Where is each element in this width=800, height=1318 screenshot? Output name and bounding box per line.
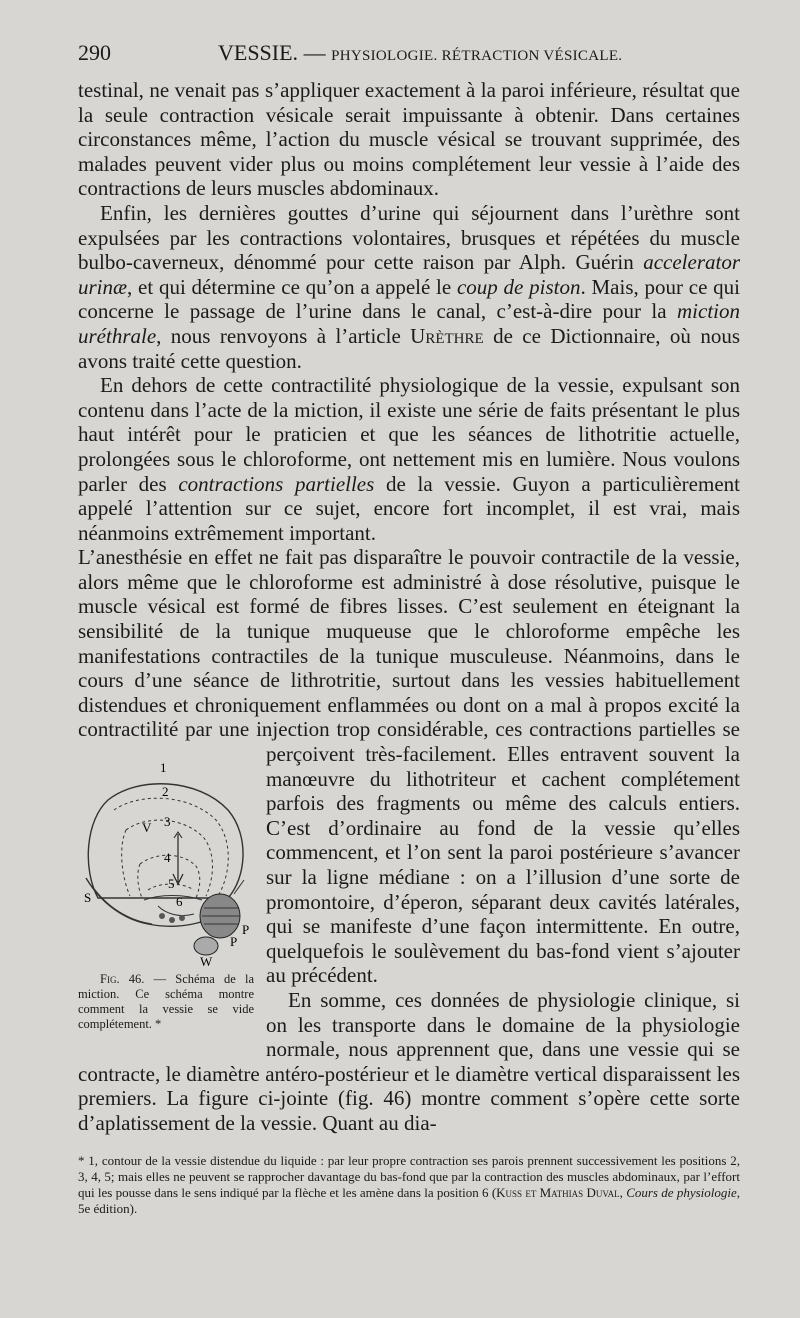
body-text [78, 78, 740, 1136]
figure-46 [78, 748, 254, 1048]
p2-text-c: . Mais, pour ce qui concerne le passage de l’urine dans le canal, c’est-à-dire pour la [78, 274, 740, 324]
label-v: V [142, 820, 152, 836]
label-2: 2 [162, 784, 169, 800]
figure-caption [78, 972, 254, 1032]
label-s: S [84, 890, 92, 906]
paragraph-4 [78, 545, 740, 1032]
p2-italic-coup-de-piston: coup de piston [456, 274, 581, 299]
footnote-sep: , [619, 1185, 627, 1200]
p2-smallcaps-urethre: Urèthre [410, 323, 484, 348]
contour-1 [88, 784, 243, 898]
label-6: 6 [176, 894, 183, 910]
header-section: PHYSIOLOGIE. RÉTRACTION VÉSICALE. [331, 48, 623, 64]
running-header [78, 40, 740, 70]
bladder-diagram [78, 748, 254, 968]
p2-italic-accelerator: accelerator urinæ [78, 250, 740, 299]
label-3: 3 [164, 814, 171, 830]
footnote-authors: Kuss et Mathias Duval [496, 1185, 620, 1200]
p2-text-e: de ce Dictionnaire, où nous avons traité cette question. [78, 323, 741, 373]
label-4: 4 [164, 850, 171, 866]
paragraph-2 [78, 201, 740, 373]
p2-text-b: , et qui détermine ce qu’on a appelé le [127, 274, 457, 299]
p2-text-a: Enfin, les dernières gouttes d’urine qui séjournent dans l’urèthre sont expulsées par les contractions volontaires, brusques et répétées du muscle bulbo-caverneux, dénommé pour cette raison par Alph. Guérin [78, 200, 740, 275]
footnote-text-a: , contour de la vessie distendue du liquide : par leur propre contraction ses parois prennent successivement les positions 2, 3, 4, 5; mais elles ne peuvent se rapprocher davantage du bas-fond que par la contraction des muscles abdominaux, par l’effort qui les pousse dans le sens indiqué par la flèche et les amène dans la position 6 ( [78, 1153, 740, 1200]
label-5: 5 [168, 876, 175, 892]
footnote-marker: * 1 [78, 1153, 95, 1168]
footnote [78, 1153, 740, 1217]
running-title [218, 40, 622, 66]
p4-text-tail: vent la manœuvre du lithotriteur et cachent complétement parfois des fragments ou même des calculs entiers. C’est d’ordinaire au fond de la vessie qu’elles commencent, et l’on sent la paroi postérieure s’avancer sur la ligne médiane : on a l’illusion d’une sorte de promontoire, d’éperon, séparant deux cavités latérales, qui se manifeste d’une façon intermittente. En outre, quelquefois le soulèvement du bas-fond vient s’ajouter au précédent. [266, 742, 740, 988]
p2-text-d: , nous renvoyons à l’article [156, 323, 411, 348]
label-1: 1 [160, 760, 167, 776]
paragraph-3 [78, 373, 740, 545]
p2-italic-miction: miction uréthrale [78, 299, 740, 348]
header-dash: — [303, 40, 326, 65]
p3-italic-contractions: contractions partielles [178, 471, 375, 496]
label-w: W [200, 954, 213, 969]
paragraph-1: testinal, ne venait pas s’appliquer exactement à la paroi inférieure, résultat que la seule contraction vésicale serait impuissante à obtenir. Dans certaines circonstances même, l’action du muscle vésical se trouvant supprimée, des malades peuvent vider plus ou moins complétement leur vessie à l’aide des contractions de leurs muscles abdominaux. [78, 78, 740, 201]
caption-label: Fig. 46. [100, 972, 145, 987]
label-p2: P [230, 934, 238, 950]
label-p1: P [242, 922, 250, 938]
footnote-text-b: , 5e édition). [78, 1185, 740, 1216]
p3-text-a: En dehors de cette contractilité physiologique de la vessie, expulsant son contenu dans l’acte de la miction, il existe une série de faits présentant le plus haut intérêt pour le praticien et que les séances de lithotritie actuelle, prolongées sous le chloroforme, ont nettement mis en lumière. Nous voulons parler des [78, 373, 740, 496]
paragraph-5: En somme, ces données de physiologie clinique, si on les transporte dans le domaine de la physiologie normale, nous apprennent que, dans une vessie qui se contracte, le diamètre antéro-postérieur et le diamètre vertical disparaissent les premiers. La figure ci-jointe (fig. 46) montre comment s’opère cette sorte d’aplatissement de la vessie. Quant au dia- [78, 987, 740, 1135]
p3-text-b: de la vessie. Guyon a particulièrement appelé l’attention sur ce sujet, encore fort incomplet, il est vrai, mais néanmoins extrêmement important. [78, 471, 740, 545]
footnote-book: Cours de physiologie [626, 1185, 737, 1200]
p4-text: L’anesthésie en effet ne fait pas disparaître le pouvoir contractile de la vessie, alors même que le chloroforme est administré à dose résolutive, puisque le muscle vésical est formé de fibres lisses. C’est seulement en éteignant la sensibilité de la tunique muqueuse que le chloroforme empêche les manifestations contractiles de la tunique musculeuse. Néanmoins, dans le cours d’une séance de lithrotritie, surtout dans les vessies habituellement distendues et chroniquement enflammées ou dont on a mal à propos excité la contractilité par une injection trop considérable, ces contractions partielles se perçoivent très-facilement. Elles entravent sou [78, 545, 740, 767]
page-number: 290 [78, 40, 111, 65]
caption-text: — Schéma de la miction. Ce schéma montre comment la vessie se vide complétement. * [78, 972, 255, 1032]
header-title: VESSIE. [218, 40, 299, 65]
